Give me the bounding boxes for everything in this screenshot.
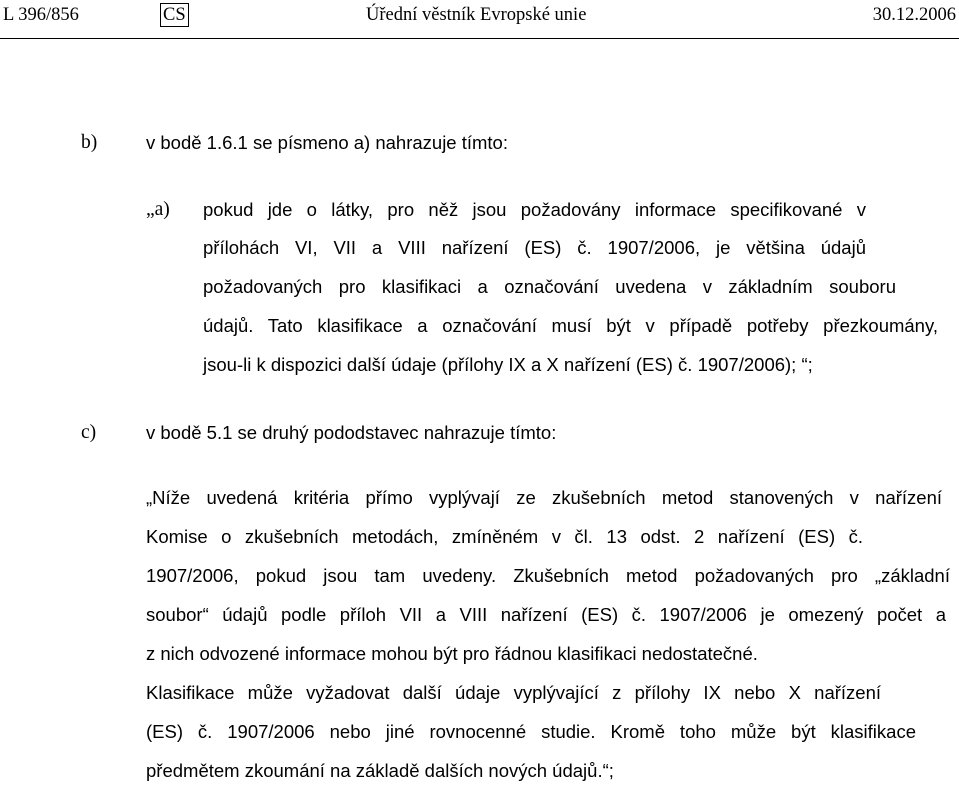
item-b-label: b) xyxy=(81,132,98,153)
item-c-line: předmětem zkoumání na základě dalších nových údajů.“; xyxy=(146,760,614,781)
header-rule xyxy=(0,38,959,39)
item-b-sub-line: jsou-li k dispozici další údaje (přílohy IX a X nařízení (ES) č. 1907/2006); “; xyxy=(203,354,813,375)
item-b-text: v bodě 1.6.1 se písmeno a) nahrazuje tímto: xyxy=(146,132,508,153)
page-number: L 396/856 xyxy=(3,5,79,25)
journal-title: Úřední věstník Evropské unie xyxy=(366,5,587,25)
item-c-line: (ES) č. 1907/2006 nebo jiné rovnocenné studie. Kromě toho může být klasifikace xyxy=(146,721,916,742)
language-code: CS xyxy=(160,3,189,27)
item-c-line: soubor“ údajů podle příloh VII a VIII nařízení (ES) č. 1907/2006 je omezený počet a xyxy=(146,604,946,625)
item-c-line: z nich odvozené informace mohou být pro řádnou klasifikaci nedostatečné. xyxy=(146,643,758,664)
item-c-line: Komise o zkušebních metodách, zmíněném v čl. 13 odst. 2 nařízení (ES) č. xyxy=(146,526,863,547)
publication-date: 30.12.2006 xyxy=(872,5,956,25)
item-c-line: 1907/2006, pokud jsou tam uvedeny. Zkušebních metod požadovaných pro „základní xyxy=(146,565,950,586)
item-b-sub-line: požadovaných pro klasifikaci a označování uvedena v základním souboru xyxy=(203,276,896,297)
item-b-sub-label: „a) xyxy=(146,199,170,220)
item-b-sub-line: pokud jde o látky, pro něž jsou požadovány informace specifikované v xyxy=(203,199,866,220)
item-b-sub-line: údajů. Tato klasifikace a označování musí být v případě potřeby přezkoumány, xyxy=(203,315,938,336)
item-c-text: v bodě 5.1 se druhý pododstavec nahrazuje tímto: xyxy=(146,422,557,443)
item-b-sub-line: přílohách VI, VII a VIII nařízení (ES) č. 1907/2006, je většina údajů xyxy=(203,237,866,258)
item-c-line: „Níže uvedená kritéria přímo vyplývají ze zkušebních metod stanovených v nařízení xyxy=(146,487,942,508)
item-c-line: Klasifikace může vyžadovat další údaje vyplývající z přílohy IX nebo X nařízení xyxy=(146,682,881,703)
item-c-label: c) xyxy=(81,422,97,443)
